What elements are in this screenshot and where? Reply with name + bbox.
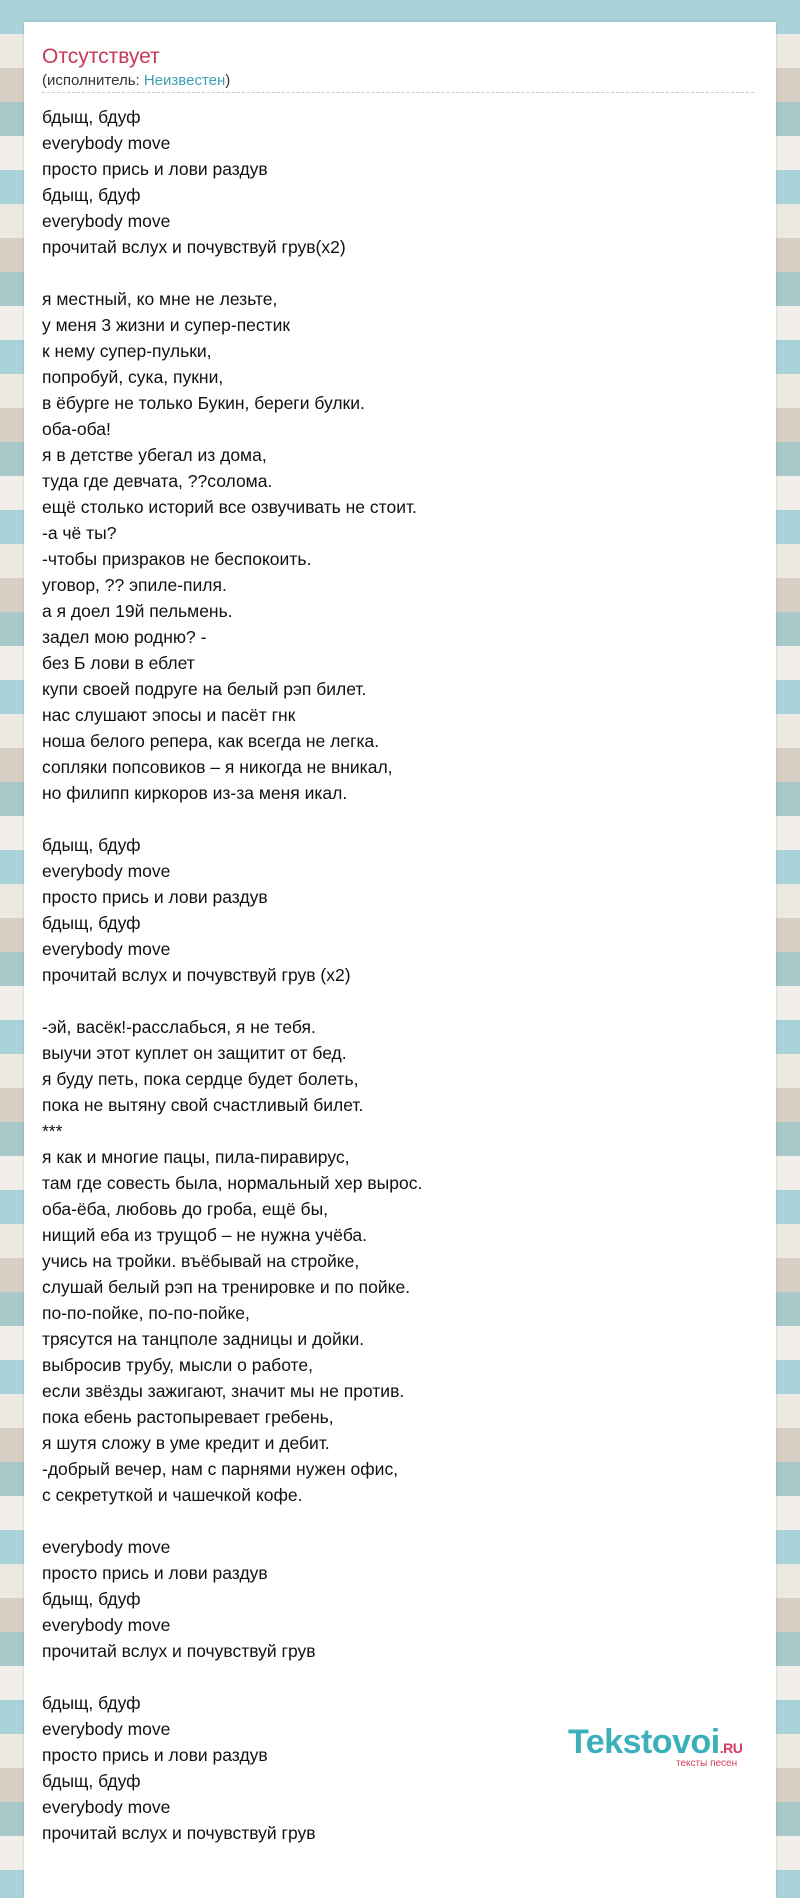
lyric-line: -эй, васёк!-расслабься, я не тебя. — [42, 1017, 316, 1037]
lyric-line: оба-оба! — [42, 419, 111, 439]
lyric-line: прочитай вслух и почувствуй грув — [42, 1823, 316, 1843]
lyric-line: everybody move — [42, 939, 171, 959]
lyric-line: просто прись и лови раздув — [42, 159, 268, 179]
lyric-line: просто прись и лови раздув — [42, 887, 268, 907]
lyric-line — [42, 806, 422, 832]
lyric-line: бдыщ, бдуф — [42, 185, 141, 205]
lyric-line: прочитай вслух и почувствуй грув — [42, 1641, 316, 1661]
lyric-line: туда где девчата, ??солома. — [42, 471, 273, 491]
song-title: Отсутствует — [42, 45, 160, 68]
logo-wordmark — [568, 1722, 778, 1768]
lyric-line: бдыщ, бдуф — [42, 1771, 141, 1791]
lyric-line: нищий еба из трущоб – не нужна учёба. — [42, 1225, 368, 1245]
artist-link[interactable]: Неизвестен — [143, 72, 226, 89]
lyric-line: everybody move — [42, 1537, 171, 1557]
lyric-line — [42, 1508, 422, 1534]
lyric-line: everybody move — [42, 1719, 171, 1739]
lyric-line: нас слушают эпосы и пасёт гнк — [42, 705, 296, 725]
lyric-line: учись на тройки. въёбывай на стройке, — [42, 1251, 360, 1271]
lyric-line: без Б лови в еблет — [42, 653, 195, 673]
lyric-line: там где совесть была, нормальный хер вырос. — [42, 1173, 423, 1193]
lyric-line: если звёзды зажигают, значит мы не против. — [42, 1381, 405, 1401]
artist-prefix: (исполнитель: — [42, 72, 144, 89]
lyric-line: но филипп киркоров из-за меня икал. — [42, 783, 348, 803]
lyric-line: -добрый вечер, нам с парнями нужен офис, — [42, 1459, 399, 1479]
lyric-line: к нему супер-пульки, — [42, 341, 212, 361]
lyric-line: задел мою родню? - — [42, 627, 207, 647]
artist-line — [42, 72, 230, 90]
lyric-line: с секретуткой и чашечкой кофе. — [42, 1485, 303, 1505]
lyric-line: бдыщ, бдуф — [42, 107, 141, 127]
lyric-line: everybody move — [42, 861, 171, 881]
lyric-line: выбросив трубу, мысли о работе, — [42, 1355, 313, 1375]
artist-suffix: ) — [225, 72, 231, 89]
lyric-line — [42, 1664, 422, 1690]
lyric-line: слушай белый рэп на тренировке и по пойке. — [42, 1277, 411, 1297]
lyric-line: бдыщ, бдуф — [42, 835, 141, 855]
lyric-line: everybody move — [42, 133, 171, 153]
lyric-line: трясутся на танцполе задницы и дойки. — [42, 1329, 365, 1349]
lyric-line: по-по-пойке, по-по-пойке, — [42, 1303, 250, 1323]
lyric-line: прочитай вслух и почувствуй грув(x2) — [42, 237, 346, 257]
lyric-line: я в детстве убегал из дома, — [42, 445, 267, 465]
lyric-line: в ёбурге не только Букин, береги булки. — [42, 393, 365, 413]
lyric-line: -а чё ты? — [42, 523, 117, 543]
lyric-line — [42, 260, 422, 286]
lyric-line: прочитай вслух и почувствуй грув (x2) — [42, 965, 351, 985]
lyric-line: у меня 3 жизни и супер-пестик — [42, 315, 291, 335]
lyric-line: *** — [42, 1121, 63, 1141]
logo-tld: .RU — [719, 1740, 743, 1756]
lyric-line: everybody move — [42, 1797, 171, 1817]
lyric-line: бдыщ, бдуф — [42, 1693, 141, 1713]
lyric-line: уговор, ?? эпиле-пиля. — [42, 575, 227, 595]
lyric-line: я местный, ко мне не лезьте, — [42, 289, 278, 309]
lyric-line: я как и многие пацы, пила-пиравирус, — [42, 1147, 350, 1167]
lyric-line: оба-ёба, любовь до гроба, ещё бы, — [42, 1199, 329, 1219]
lyric-line — [42, 988, 422, 1014]
lyric-line: просто прись и лови раздув — [42, 1563, 268, 1583]
lyric-line: бдыщ, бдуф — [42, 913, 141, 933]
lyrics-text — [42, 104, 422, 1846]
lyric-line: everybody move — [42, 211, 171, 231]
lyric-line: попробуй, сука, пукни, — [42, 367, 224, 387]
logo-word: Tekstovoi — [568, 1723, 720, 1761]
site-logo[interactable] — [568, 1722, 778, 1778]
lyric-line: сопляки попсовиков – я никогда не вникал, — [42, 757, 393, 777]
lyric-line: выучи этот куплет он защитит от бед. — [42, 1043, 347, 1063]
lyric-line: купи своей подруге на белый рэп билет. — [42, 679, 367, 699]
lyric-line: я буду петь, пока сердце будет болеть, — [42, 1069, 359, 1089]
lyric-line: бдыщ, бдуф — [42, 1589, 141, 1609]
lyric-line: пока ебень растопыревает гребень, — [42, 1407, 334, 1427]
lyric-line: просто прись и лови раздув — [42, 1745, 268, 1765]
lyric-line: everybody move — [42, 1615, 171, 1635]
lyric-line: пока не вытяну свой счастливый билет. — [42, 1095, 364, 1115]
lyric-line: ноша белого репера, как всегда не легка. — [42, 731, 380, 751]
lyric-line: -чтобы призраков не беспокоить. — [42, 549, 312, 569]
lyric-line: а я доел 19й пельмень. — [42, 601, 233, 621]
lyrics-card — [24, 22, 776, 1898]
logo-tagline: тексты песен — [676, 1758, 738, 1769]
header-divider — [42, 92, 754, 93]
lyric-line: я шутя сложу в уме кредит и дебит. — [42, 1433, 330, 1453]
lyric-line: ещё столько историй все озвучивать не стоит. — [42, 497, 417, 517]
